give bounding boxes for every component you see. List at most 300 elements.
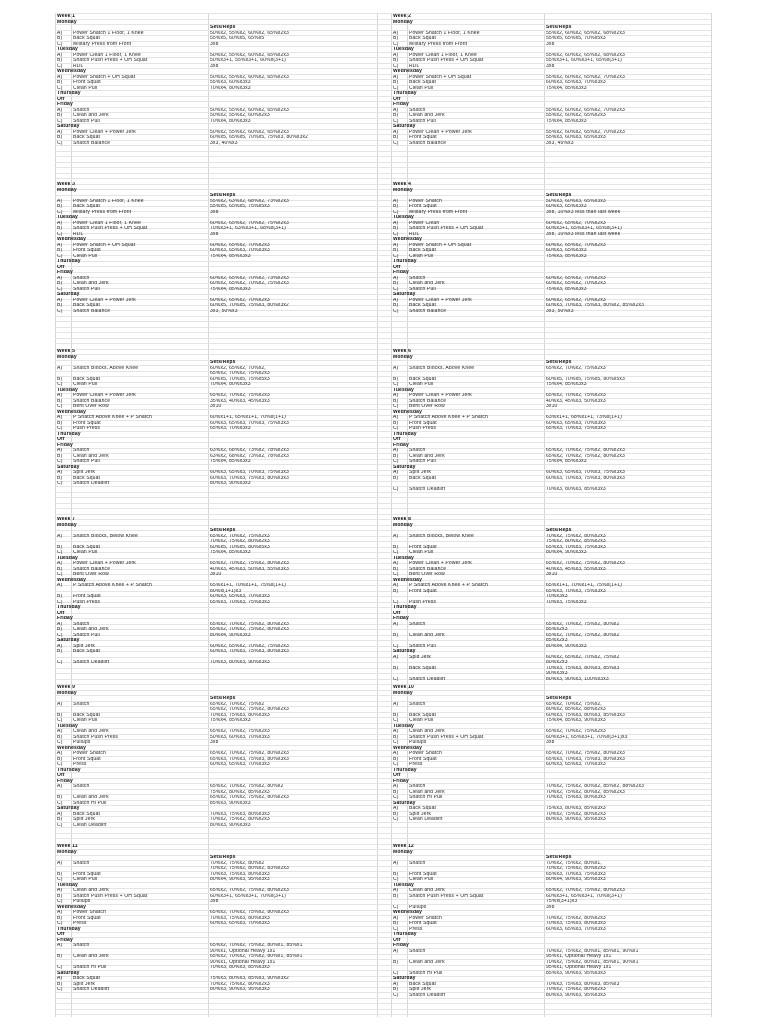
exercise-name: P Snatch Above Knee + P Snatch (409, 415, 488, 420)
exercise-name: Clean Pull (409, 550, 434, 555)
day-heading (391, 237, 711, 242)
exercise-row (391, 53, 711, 58)
sets-reps: 60%x3, 70%x3, 75%x3, 80%x3x3 (546, 475, 625, 481)
exercise-name: Press (73, 921, 87, 926)
cell-label: B) (393, 204, 399, 209)
cell-label: A) (393, 242, 399, 248)
sets-reps: 3x8 (210, 231, 219, 237)
exercise-name: Front Squat (409, 756, 437, 762)
exercise-name: Clean Pull (73, 718, 98, 723)
sets-reps: Sets/Reps (210, 696, 236, 701)
grid-row-line (55, 156, 711, 157)
day-heading (55, 355, 375, 360)
sets-reps: 70%x3+1, 63%x3+1, 68%x(3+1) (210, 226, 286, 231)
cell-label: Monday (57, 187, 77, 193)
exercise-name: Snatch (73, 107, 90, 113)
grid-row-line (55, 492, 711, 493)
exercise-name: Power Snatch + OH Squat (409, 74, 472, 80)
exercise-name: Split Jerk (73, 643, 96, 649)
cell-label: Tuesday (57, 215, 78, 220)
cell-label: C) (393, 63, 399, 69)
exercise-name: Bent Over Row (73, 572, 109, 577)
cell-label: Wednesday (393, 69, 423, 74)
exercise-name: Front Squat (73, 80, 101, 85)
exercise-row (391, 861, 711, 866)
cell-label: B) (57, 398, 63, 404)
cell-label: C) (57, 599, 63, 605)
exercise-name: Front Squat (73, 871, 101, 877)
cell-label: Tuesday (57, 723, 78, 729)
sets-reps: 75%x2, 80%x2, 85%x2x3 (210, 789, 270, 795)
sets-reps: 80%x3, 90%x3x3 (210, 481, 251, 486)
exercise-name: Split Jerk (409, 811, 432, 817)
exercise-name: Clean and Jerk (73, 729, 109, 734)
exercise-row (391, 572, 711, 577)
cell-label: A) (57, 129, 63, 135)
day-heading (55, 432, 375, 437)
exercise-name: Push Press (73, 426, 101, 431)
exercise-row (391, 31, 711, 36)
day-heading (391, 724, 711, 729)
exercise-name: Snatch Balance (409, 566, 447, 572)
day-heading (391, 768, 711, 773)
exercise-row (391, 421, 711, 426)
rest-day (391, 97, 711, 102)
exercise-row (391, 108, 711, 113)
continuation-row (391, 627, 711, 632)
exercise-row (55, 784, 375, 789)
sets-reps: Sets/Reps (546, 193, 572, 198)
grid-row-line (55, 178, 711, 179)
exercise-row (391, 64, 711, 69)
exercise-row (391, 655, 711, 660)
cell-label: C) (393, 762, 399, 767)
exercise-name: Back Squat (73, 376, 101, 382)
cell-label: Saturday (393, 649, 416, 654)
cell-label: A) (57, 811, 63, 817)
cell-label: B) (393, 811, 399, 817)
day-heading (391, 292, 711, 297)
day-heading (55, 237, 375, 242)
exercise-row (391, 757, 711, 762)
exercise-row (391, 36, 711, 41)
cell-label: A) (393, 297, 399, 303)
exercise-row (55, 622, 375, 627)
sets-reps: 60%x2, 65%x2, 70%x2, (210, 365, 266, 371)
sets-reps: 90%x1, Optional Heavy 1x1 (210, 959, 276, 965)
cell-label: Thursday (57, 431, 81, 437)
exercise-row (55, 877, 375, 882)
exercise-row (55, 976, 375, 981)
sets-reps: 80%x2x3 (546, 660, 568, 665)
exercise-name: Snatch Balance (73, 308, 111, 314)
exercise-name: Snatch (409, 948, 426, 954)
sets-reps: 65%x3, 70%x3, 75%x3x3 (210, 599, 270, 605)
exercise-row (55, 627, 375, 632)
cell-label: Tuesday (393, 555, 414, 561)
sets-reps: 3x3, 45%x3 (546, 140, 574, 146)
exercise-name: Back Squat (409, 665, 437, 671)
sets-reps: Sets/Reps (546, 25, 572, 30)
cell-label: Tuesday (393, 47, 414, 52)
sets-reps: 75%x4, 85%x3x3 (546, 382, 587, 387)
day-heading (391, 91, 711, 96)
cell-label: Friday (393, 778, 409, 784)
cell-label: Wednesday (57, 237, 87, 242)
cell-label: C) (57, 286, 63, 292)
exercise-name: Back Squat (409, 806, 437, 811)
sets-reps: 60%x2, 65%x2, 70%x2x3 (546, 281, 606, 286)
exercise-name: Power Snatch (73, 910, 106, 915)
sets-reps: 65%x2, 70%x2, 75%x2, 80%x2x3 (210, 627, 289, 632)
sets-reps: 75%x3, 80%x3, 85%x3, 90%x3x2 (210, 976, 289, 981)
exercise-row (55, 899, 375, 904)
cell-label: B) (393, 789, 399, 795)
cell-label: A) (57, 701, 63, 707)
rest-day (55, 932, 375, 937)
cell-label: C) (57, 140, 63, 146)
cell-label: C) (57, 632, 63, 638)
day-heading (391, 410, 711, 415)
exercise-row (55, 426, 375, 431)
exercise-row (391, 949, 711, 954)
rest-day (391, 437, 711, 442)
cell-label: B) (57, 544, 63, 550)
day-heading (391, 124, 711, 129)
sets-reps: 75%x4, 85%x3, 90%x3x3 (546, 718, 606, 723)
exercise-name: Clean and Jerk (409, 281, 445, 286)
sets-reps: 60%x2, 65%x2, 70%x2x3 (546, 220, 606, 226)
sets-reps: 75%x4, 85%x3x3 (210, 550, 251, 555)
grid-column-line (711, 13, 712, 1017)
continuation-row (391, 371, 711, 376)
exercise-row (391, 476, 711, 481)
sets-reps: 65%x2, 70%x2, 75%x2, 80%x2x3 (546, 453, 625, 459)
day-heading (55, 270, 375, 275)
exercise-row (391, 58, 711, 63)
exercise-row (55, 221, 375, 226)
day-heading (55, 443, 375, 448)
sets-reps: 65%x2, 70%x2, 75%x2, (546, 701, 602, 707)
day-heading (391, 616, 711, 621)
sets-reps: 70%x4, 80%x3x3 (210, 382, 251, 387)
exercise-row (391, 210, 711, 215)
column-heading (391, 360, 711, 365)
exercise-row (55, 404, 375, 409)
exercise-row (55, 64, 375, 69)
sets-reps: 85%x3, 90%x3, 95%x3x3 (546, 970, 606, 976)
exercise-name: Snatch Push Press + OH Squat (73, 893, 148, 899)
exercise-row (391, 960, 711, 965)
cell-label: B) (57, 817, 63, 822)
exercise-row (55, 248, 375, 253)
exercise-row (55, 567, 375, 572)
sets-reps: 65%x2, 70%x2, 75%x2x3 (546, 365, 606, 371)
cell-label: A) (393, 751, 399, 756)
cell-label: A) (57, 220, 63, 226)
cell-label: B) (393, 665, 399, 671)
exercise-name: Snatch Hi Pull (409, 795, 443, 800)
exercise-row (55, 762, 375, 767)
exercise-name: Snatch Push Press + OH Squat (409, 734, 484, 740)
exercise-name: RDL (409, 63, 420, 69)
day-heading (55, 91, 375, 96)
sets-reps: 80%x(1+1)x3 (210, 588, 242, 594)
exercise-row (391, 221, 711, 226)
exercise-row (55, 817, 375, 822)
exercise-row (391, 812, 711, 817)
sets-reps: 65%x2, 70%x2, 75%x2, 80%x2x3 (210, 910, 289, 915)
sets-reps: Sets/Reps (546, 528, 572, 533)
cell-label: Monday (393, 690, 413, 696)
cell-label: B) (393, 544, 399, 550)
exercise-name: Military Press from Front (409, 41, 468, 47)
exercise-name: Snatch (73, 784, 90, 789)
cell-label: C) (393, 676, 399, 682)
exercise-name: Front Squat (73, 756, 101, 762)
continuation-row (391, 707, 711, 712)
exercise-row (55, 454, 375, 459)
day-heading (55, 883, 375, 888)
sets-reps: 3x3, 50%x3 (546, 308, 574, 314)
exercise-row (55, 366, 375, 371)
cell-label: A) (57, 107, 63, 113)
cell-label: Monday (57, 19, 77, 25)
column-heading (391, 193, 711, 198)
exercise-row (391, 713, 711, 718)
sets-reps: 60%x3, 65%x3, 70%x3x3 (210, 921, 270, 926)
cell-label: Monday (393, 849, 413, 855)
sets-reps: 35%x3, 40%x3, 45%x3x3 (210, 398, 270, 404)
exercise-row (391, 987, 711, 992)
sets-reps: 70%x2, 75%x2, 80%x2x3 (546, 866, 606, 871)
cell-label: Friday (57, 270, 73, 275)
cell-label: B) (57, 756, 63, 762)
exercise-name: Snatch Push Press + OH Squat (409, 58, 484, 63)
cell-label: C) (57, 899, 63, 904)
exercise-row (55, 421, 375, 426)
exercise-row (391, 226, 711, 231)
sets-reps: 40%x3, 45%x3, 50%x3x3 (546, 398, 606, 404)
exercise-row (55, 872, 375, 877)
sets-reps: 60%x3, 65%x3, 70%x3x3 (210, 248, 270, 253)
sets-reps: 80%x3, 90%x3, 100%x3x3 (546, 676, 609, 682)
cell-label: C) (393, 286, 399, 292)
exercise-name: Front Squat (409, 588, 437, 594)
grid-row-line (55, 833, 711, 834)
sets-reps: 65%x2, 70%x2, 75%x2, 80%x2x3 (210, 888, 289, 893)
column-heading (55, 360, 375, 365)
cell-label: Saturday (393, 124, 416, 129)
exercise-row (55, 534, 375, 539)
sets-reps: 60%x5, 70%x5, 80%x5x3 (210, 544, 270, 550)
sets-reps: 60%x2, 65%x2, 70%x2x3 (210, 297, 270, 303)
exercise-row (55, 702, 375, 707)
sets-reps: 55%x5, 60%x5, 65%x5 (210, 36, 265, 41)
continuation-row (391, 899, 711, 904)
exercise-row (391, 545, 711, 550)
cell-label: A) (57, 297, 63, 303)
exercise-name: P Snatch Above Knee + P Snatch (73, 415, 152, 420)
sets-reps: 3x10 (546, 572, 558, 577)
exercise-row (55, 382, 375, 387)
sets-reps: 70%x3, 75%x3, 80%x3x3 (210, 871, 270, 877)
cell-label: Saturday (393, 800, 416, 806)
exercise-name: Snatch Pull (409, 118, 436, 124)
exercise-row (391, 795, 711, 800)
exercise-row (55, 550, 375, 555)
cell-label: B) (57, 734, 63, 740)
cell-label: Wednesday (393, 910, 423, 915)
exercise-row (55, 795, 375, 800)
grid-row-line (55, 503, 711, 504)
exercise-name: Clean Deadlift (73, 822, 107, 828)
day-heading (55, 388, 375, 393)
rest-day (391, 265, 711, 270)
exercise-row (391, 790, 711, 795)
cell-label: C) (57, 253, 63, 259)
exercise-row (55, 254, 375, 259)
cell-label: Off (57, 96, 65, 102)
sets-reps: Sets/Reps (210, 360, 236, 365)
exercise-name: Snatch Balance (409, 308, 447, 314)
sets-reps: 65%x2, 70%x2, 75%x2x3 (210, 393, 270, 398)
sets-reps: 3x8 (546, 904, 555, 910)
cell-label: C) (393, 85, 399, 91)
cell-label: A) (393, 860, 399, 866)
day-heading (55, 768, 375, 773)
exercise-name: Snatch Balance (409, 398, 447, 404)
exercise-row (55, 649, 375, 654)
exercise-name: Front Squat (409, 420, 437, 426)
cell-label: B) (57, 981, 63, 987)
exercise-row (391, 905, 711, 910)
sets-reps: 60%x3+1, 65%x3+1, 70%x(3+1) (546, 893, 622, 899)
exercise-row (391, 677, 711, 682)
sets-reps: 75%x3, 85%x3x3 (546, 286, 587, 292)
cell-label: A) (57, 198, 63, 204)
cell-label: B) (57, 566, 63, 572)
exercise-name: Power Clean + Power Jerk (73, 393, 136, 398)
cell-label: B) (57, 954, 63, 959)
exercise-row (391, 534, 711, 539)
week-title: Week 11 (57, 844, 78, 849)
exercise-row (391, 702, 711, 707)
rest-day (391, 938, 711, 943)
sets-reps: 75%x(3+1)x3 (546, 899, 578, 904)
sets-reps: 70%x3, 75%x3, 80%x3x3 (210, 712, 270, 718)
exercise-row (55, 393, 375, 398)
continuation-row (55, 539, 375, 544)
sets-reps: 55%x2, 60%x2, 65%x2, 70%x2x3 (546, 107, 625, 113)
continuation-row (55, 655, 375, 660)
cell-label: C) (393, 904, 399, 910)
sets-reps: 70%x2, 75%x2, 80%x2x3 (546, 915, 606, 921)
exercise-row (391, 894, 711, 899)
day-heading (55, 779, 375, 784)
cell-label: C) (57, 404, 63, 409)
cell-label: Monday (393, 522, 413, 528)
day-heading (55, 927, 375, 932)
cell-label: B) (57, 281, 63, 286)
sets-reps: 60%x3, 65%x3, 70%x3x3 (546, 762, 606, 767)
sets-reps: 65%x2, 70%x2, 75%x2, 80%x2x3 (546, 561, 625, 566)
exercise-name: Snatch Balance (409, 140, 447, 146)
cell-label: C) (393, 118, 399, 124)
exercise-name: Power Snatch (409, 751, 442, 756)
sets-reps: 60%x5, 70%x5, 75%x5x3 (210, 376, 270, 382)
continuation-row (391, 954, 711, 959)
cell-label: B) (57, 80, 63, 85)
sets-reps: 3x3, 40%x3 (210, 140, 238, 146)
day-heading (391, 432, 711, 437)
day-heading (391, 578, 711, 583)
cell-label: A) (57, 52, 63, 58)
exercise-name: Snatch Pull (73, 286, 100, 292)
cell-label: A) (57, 643, 63, 649)
cell-label: A) (393, 448, 399, 453)
exercise-name: Back Squat (409, 248, 437, 253)
sets-reps: 50%x2, 55%x2, 60%x2, 65%x2x3 (210, 107, 289, 113)
exercise-name: Power Clean + Power Jerk (73, 297, 136, 303)
cell-label: B) (393, 80, 399, 85)
exercise-name: Back Squat (73, 475, 101, 481)
exercise-name: Pullups (73, 899, 91, 904)
exercise-name: Snatch Hi Pull (73, 800, 107, 806)
cell-label: Monday (393, 354, 413, 360)
cell-label: B) (57, 135, 63, 140)
sets-reps: 80%x3, 90%x3, 95%x3x3 (210, 987, 270, 992)
sets-reps: 50%x3, 60%x3, 70%x3x3 (210, 734, 270, 740)
cell-label: A) (57, 729, 63, 734)
exercise-name: Back Squat (73, 649, 101, 654)
cell-label: Tuesday (57, 47, 78, 52)
exercise-row (391, 232, 711, 237)
week-title: Week 10 (393, 685, 414, 690)
exercise-name: Snatch Pull (73, 118, 100, 124)
exercise-row (391, 254, 711, 259)
exercise-row (55, 303, 375, 308)
sets-reps: 65%x2, 70%x2, 75%x2, 80%x2x3 (210, 621, 289, 627)
exercise-name: Military Press from Front (409, 209, 468, 215)
exercise-row (391, 971, 711, 976)
sets-reps: 60%x3+1, 65%x3+1, 70%x(3+1) (210, 893, 286, 899)
exercise-row (391, 927, 711, 932)
cell-label: B) (57, 204, 63, 209)
rest-day (55, 265, 375, 270)
exercise-name: Back Squat (73, 976, 101, 981)
exercise-name: Back Squat (73, 135, 101, 140)
cell-label: A) (393, 275, 399, 281)
continuation-row (391, 594, 711, 599)
continuation-row (55, 589, 375, 594)
sets-reps: 65%x2, 70%x2, 75%x2, 80%x2x3 (546, 448, 625, 453)
cell-label: A) (57, 74, 63, 80)
cell-label: C) (393, 231, 399, 237)
cell-label: B) (57, 627, 63, 632)
exercise-row (55, 36, 375, 41)
exercise-name: P Snatch Above Knee + P Snatch (73, 583, 152, 588)
cell-label: C) (57, 572, 63, 577)
sets-reps: 70%x3, 80%x3, 85%x3x3 (210, 965, 270, 970)
cell-label: B) (393, 420, 399, 426)
cell-label: Tuesday (57, 387, 78, 393)
cell-label: C) (57, 660, 63, 665)
sets-reps: 50%x2, 55%x2, 60%x2, 65%x2x3 (210, 30, 289, 36)
exercise-row (55, 921, 375, 926)
sets-reps: 60%x2, 65%x2, 70%x2x3 (210, 242, 270, 248)
day-heading (391, 388, 711, 393)
